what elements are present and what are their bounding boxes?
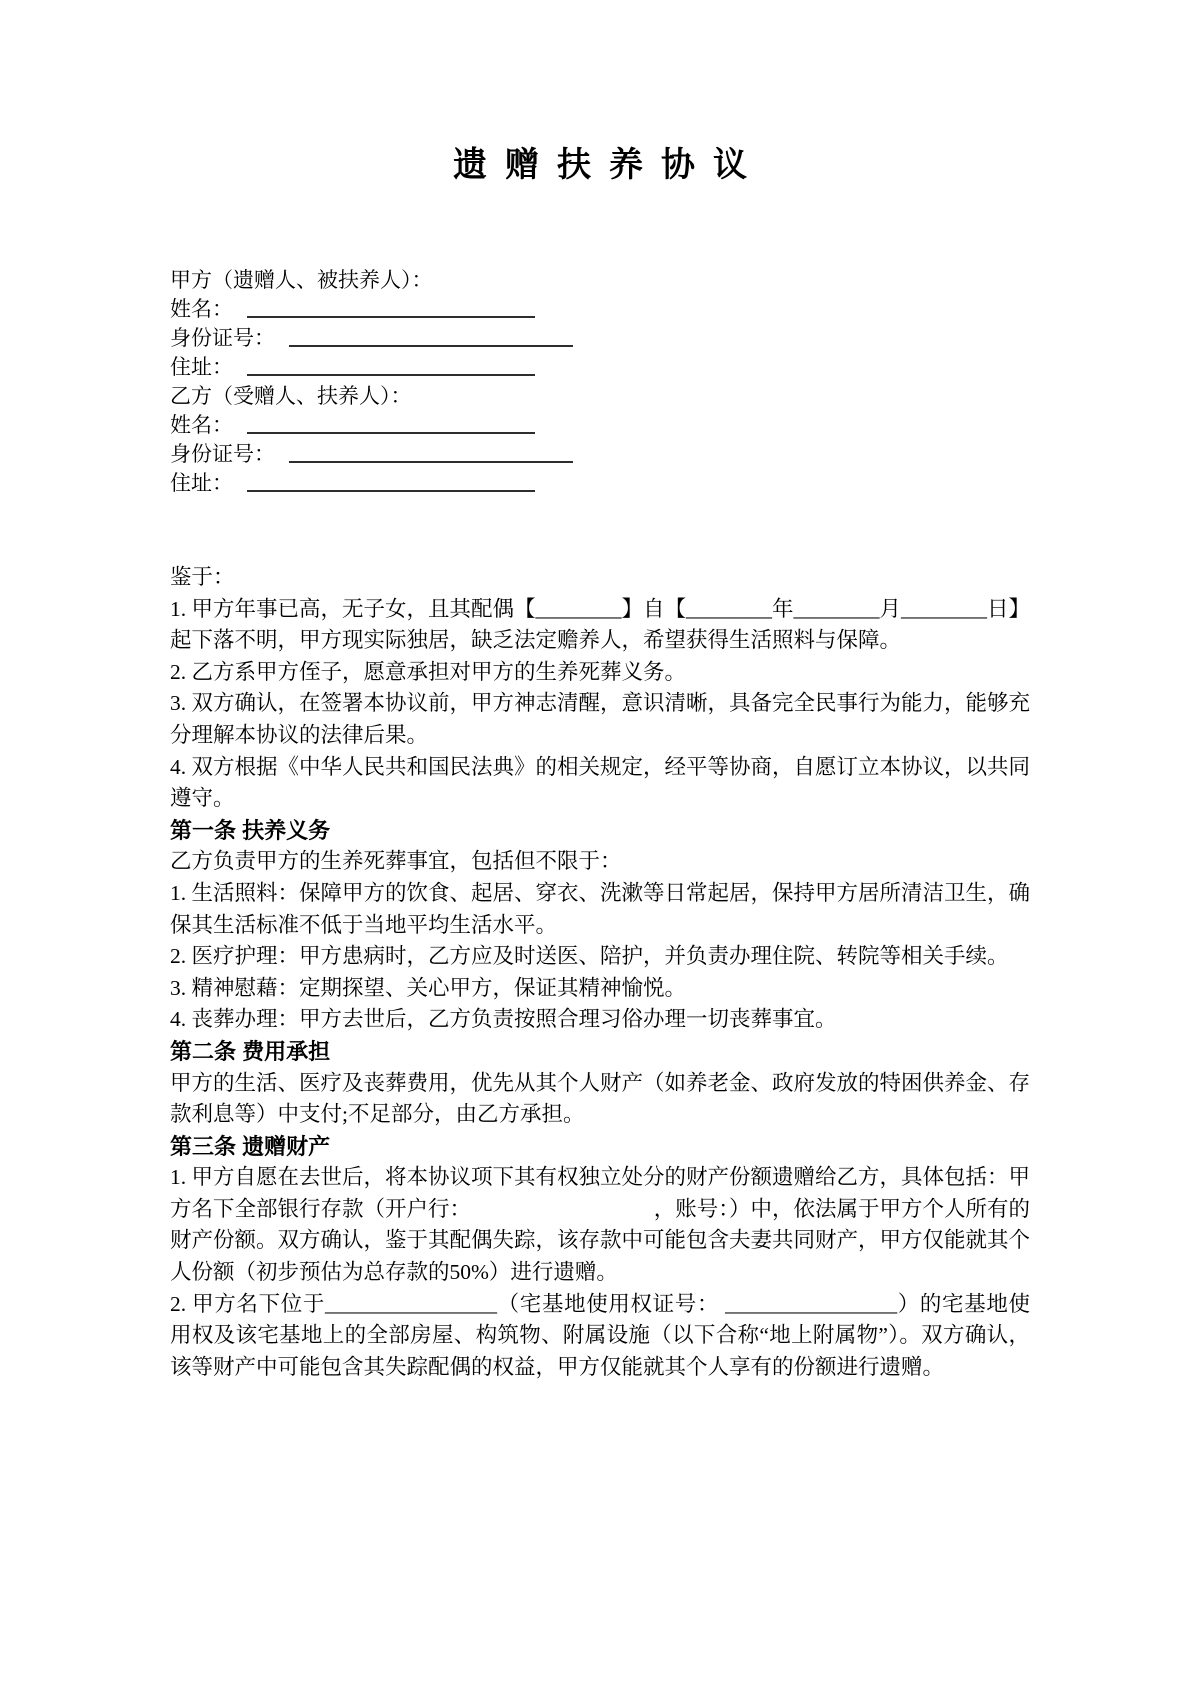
party-b-heading: 乙方（受赠人、扶养人）：: [170, 384, 412, 408]
id-fill-in-blank: [289, 328, 573, 347]
section-1-intro: 乙方负责甲方的生养死葬事宜，包括但不限于：: [170, 849, 622, 874]
recitals-lead: 鉴于：: [170, 565, 235, 589]
name-label: 姓名：: [170, 413, 233, 437]
name-fill-in-blank: [247, 415, 535, 434]
party-a-id-row: [170, 324, 1030, 353]
party-b-address-row: [170, 469, 1030, 498]
id-fill-in-blank: [289, 444, 573, 463]
section-2-heading: 第二条 费用承担: [170, 1038, 331, 1064]
section-1-heading: 第一条 扶养义务: [170, 817, 331, 843]
document-title: 遗赠扶养协议: [453, 147, 765, 184]
address-fill-in-blank: [247, 357, 535, 376]
party-b-id-row: [170, 440, 1030, 469]
parties-section: [170, 266, 1030, 498]
contract-body: [170, 562, 1030, 1383]
section-3-heading: 第三条 遗赠财产: [170, 1133, 331, 1159]
recital-item-2: 2. 乙方系甲方侄子，愿意承担对甲方的生养死葬义务。: [170, 659, 687, 684]
party-a-heading: 甲方（遗赠人、被扶养人）：: [170, 268, 433, 292]
recital-item-4: 4. 双方根据《中华人民共和国民法典》的相关规定，经平等协商，自愿订立本协议，以共同遵守。: [170, 754, 1031, 811]
id-number-label: 身份证号：: [170, 442, 275, 466]
id-number-label: 身份证号：: [170, 326, 275, 350]
section-1-item-2: 2. 医疗护理：甲方患病时，乙方应及时送医、陪护，并负责办理住院、转院等相关手续。: [170, 944, 1009, 969]
name-fill-in-blank: [247, 299, 535, 318]
section-2-body: 甲方的生活、医疗及丧葬费用，优先从其个人财产（如养老金、政府发放的特困供养金、存款利息等）中支付;不足部分，由乙方承担。: [170, 1070, 1031, 1127]
address-fill-in-blank: [247, 473, 535, 492]
address-label: 住址：: [170, 355, 233, 379]
recital-item-1: 1. 甲方年事已高，无子女，且其配偶【________】自【________年________月________日】起下落不明，甲方现实际独居，缺乏法定赡养人，希望获得生活照料与保障。: [170, 596, 1031, 653]
party-a-name-row: [170, 295, 1030, 324]
address-label: 住址：: [170, 471, 233, 495]
party-a-address-row: [170, 353, 1030, 382]
name-label: 姓名：: [170, 297, 233, 321]
section-3-item-2: 2. 甲方名下位于________________（宅基地使用权证号： ________________）的宅基地使用权及该宅基地上的全部房屋、构筑物、附属设施（以下合称“地上附属物”）。双方确认，该等财产中可能包含其失踪配偶的权益，甲方仅能就其个人享有的份额进行遗赠。: [170, 1291, 1030, 1379]
section-3-item-1: 1. 甲方自愿在去世后，将本协议项下其有权独立处分的财产份额遗赠给乙方，具体包括：甲方名下全部银行存款（开户行： ，账号：）中，依法属于甲方个人所有的财产份额。双方确认，鉴于其配偶失踪，该存款中可能包含夫妻共同财产，甲方仅能就其个人份额（初步预估为总存款的50%）进行遗赠。: [170, 1165, 1031, 1285]
section-1-item-4: 4. 丧葬办理：甲方去世后，乙方负责按照合理习俗办理一切丧葬事宜。: [170, 1007, 837, 1032]
section-1-item-3: 3. 精神慰藉：定期探望、关心甲方，保证其精神愉悦。: [170, 975, 687, 1000]
party-b-name-row: [170, 411, 1030, 440]
section-1-item-1: 1. 生活照料：保障甲方的饮食、起居、穿衣、洗漱等日常起居，保持甲方居所清洁卫生，确保其生活标准不低于当地平均生活水平。: [170, 880, 1031, 937]
recital-item-3: 3. 双方确认，在签署本协议前，甲方神志清醒，意识清晰，具备完全民事行为能力，能够充分理解本协议的法律后果。: [170, 691, 1031, 747]
